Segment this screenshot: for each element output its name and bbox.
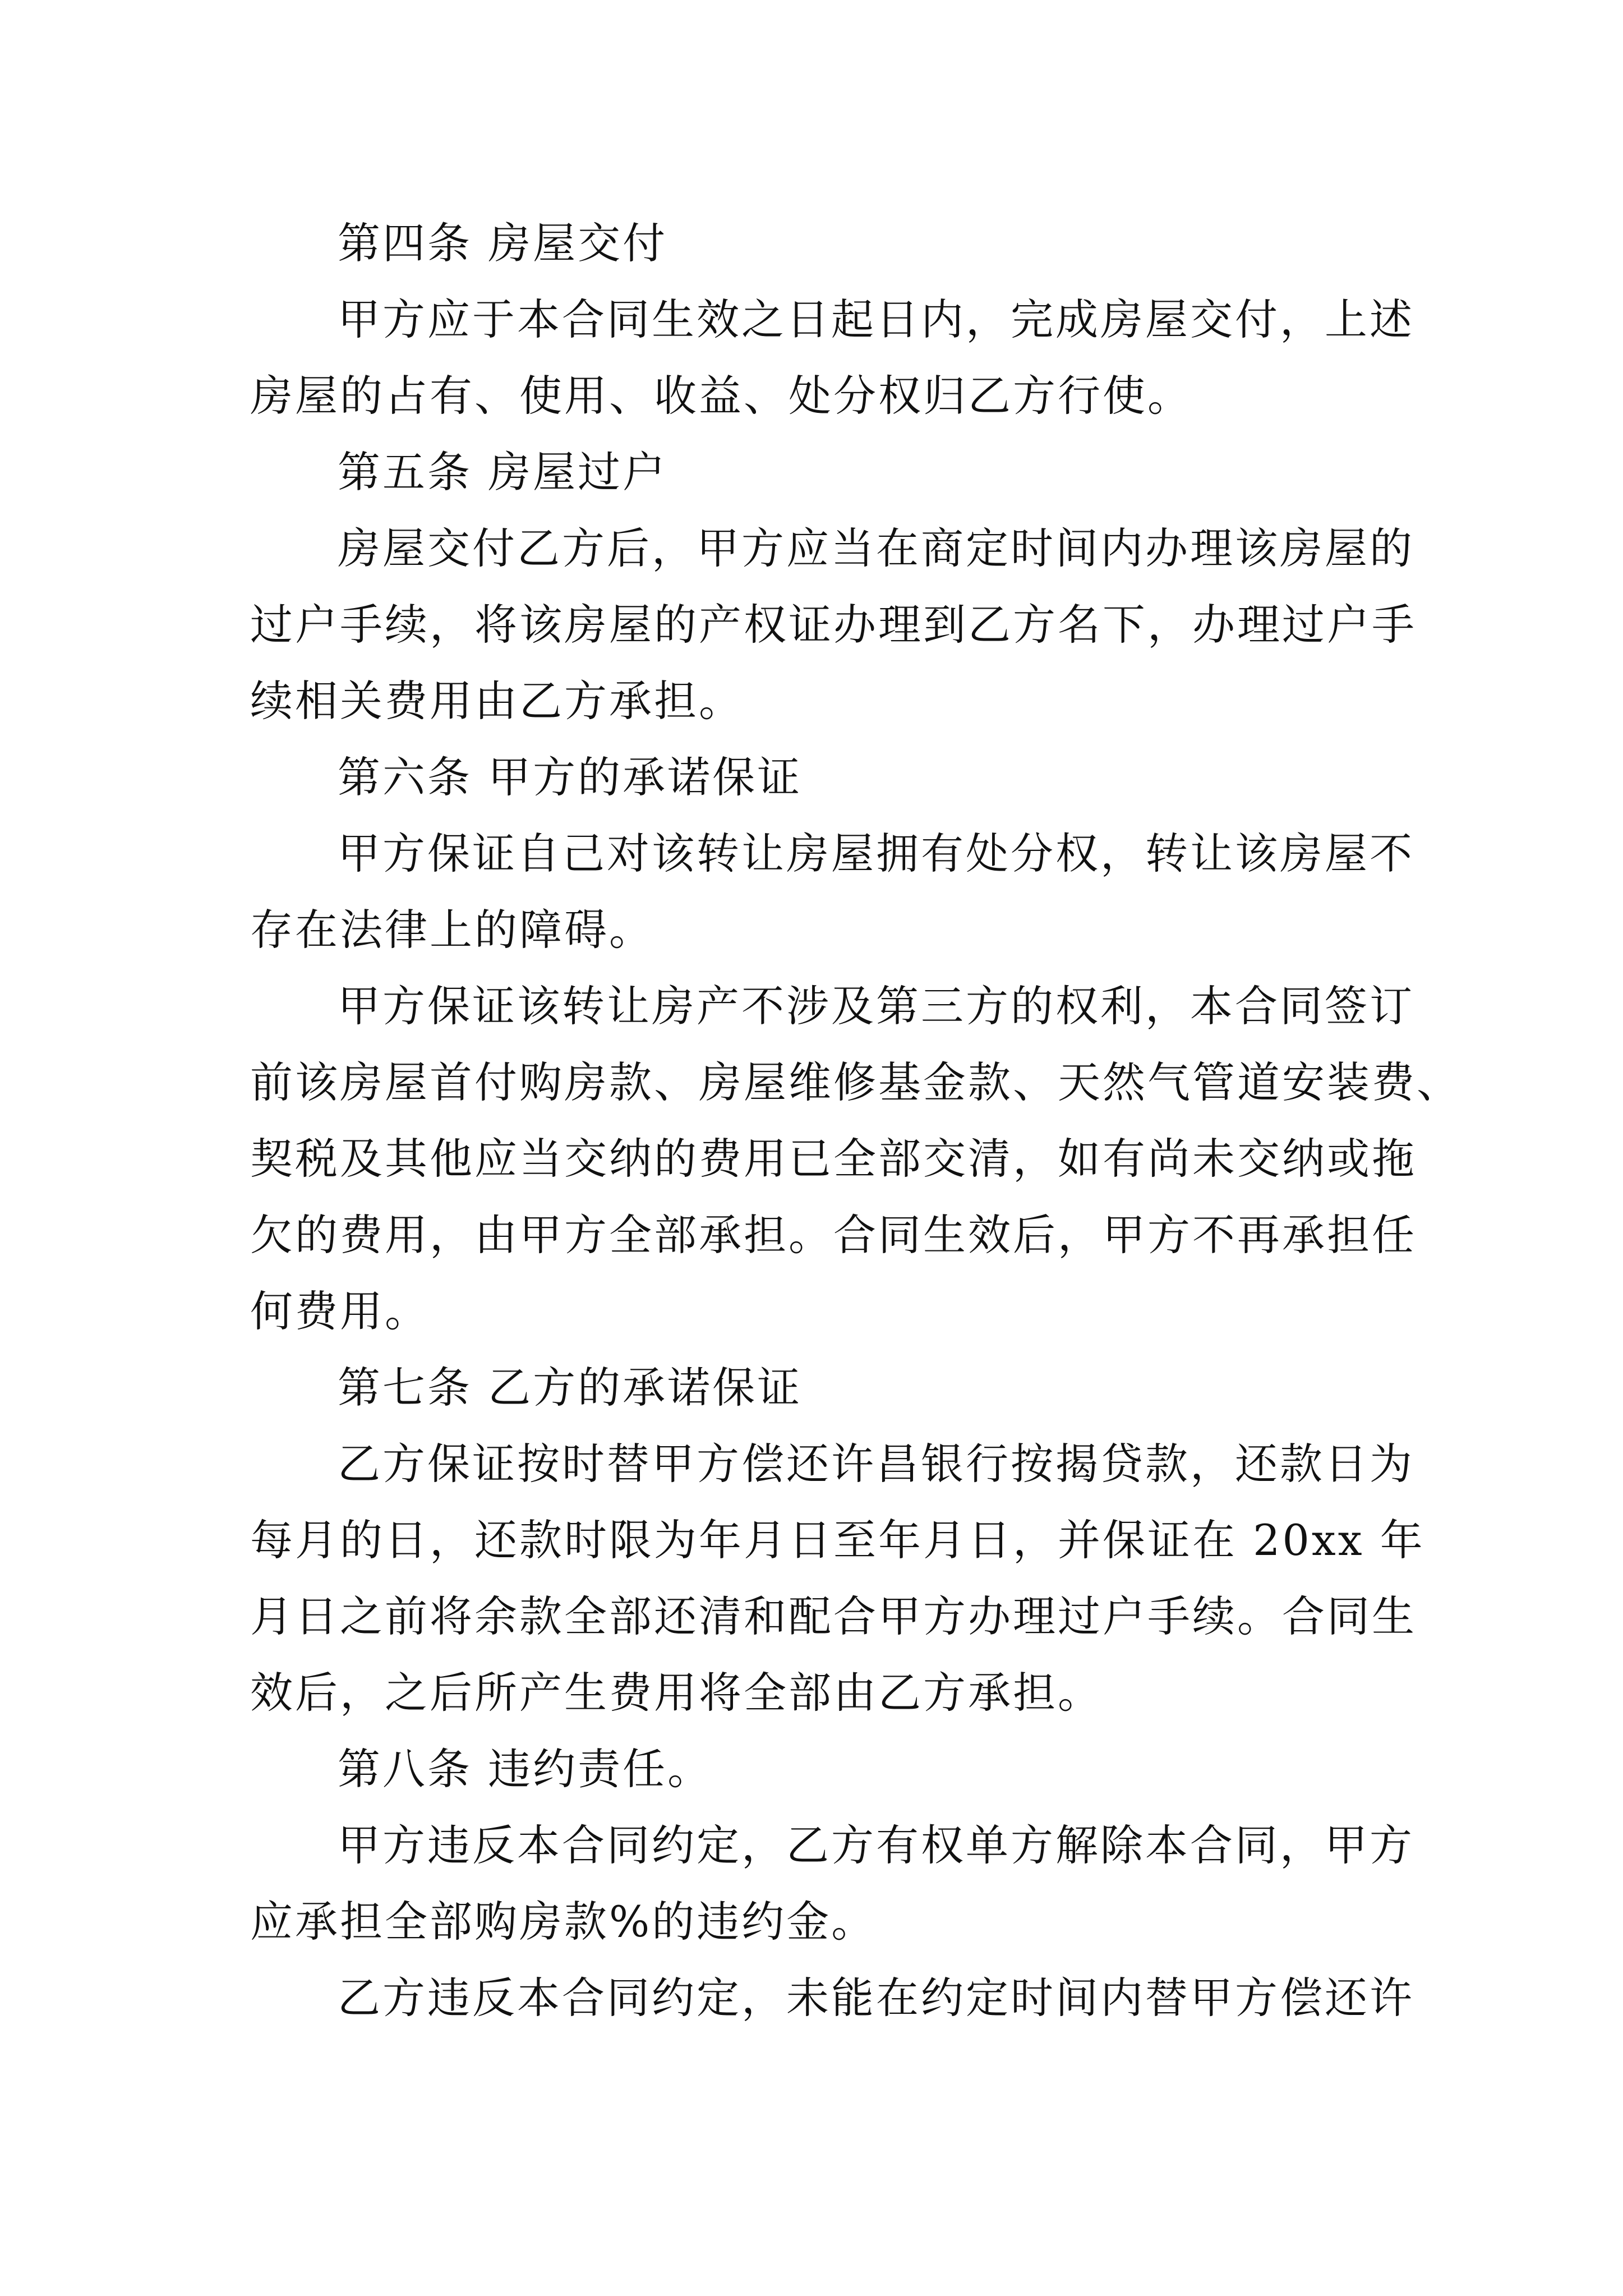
article-8-heading: 第八条 违约责任。 [338, 1744, 713, 1794]
document-body [250, 205, 1461, 2036]
paragraph-line: 应承担全部购房款%的违约金。 [250, 1897, 877, 1947]
paragraph-line: 月日之前将余款全部还清和配合甲方办理过户手续。合同生 [250, 1591, 1417, 1641]
article-5-heading: 第五条 房屋过户 [338, 447, 668, 497]
paragraph-line: 效后，之后所产生费用将全部由乙方承担。 [250, 1668, 1103, 1718]
paragraph-line: 存在法律上的障碍。 [250, 905, 654, 955]
paragraph-line: 欠的费用，由甲方全部承担。合同生效后，甲方不再承担任 [250, 1210, 1417, 1260]
paragraph-line: 甲方保证自己对该转让房屋拥有处分权，转让该房屋不 [338, 829, 1414, 878]
paragraph-line: 甲方应于本合同生效之日起日内，完成房屋交付，上述 [338, 295, 1414, 344]
paragraph-line: 续相关费用由乙方承担。 [250, 676, 744, 726]
paragraph-line: 每月的日，还款时限为年月日至年月日，并保证在 20xx 年 [250, 1515, 1425, 1565]
paragraph-line: 房屋交付乙方后，甲方应当在商定时间内办理该房屋的 [338, 523, 1414, 573]
paragraph-line: 乙方保证按时替甲方偿还许昌银行按揭贷款，还款日为 [338, 1439, 1414, 1489]
article-7-heading: 第七条 乙方的承诺保证 [338, 1363, 803, 1412]
paragraph-line: 甲方违反本合同约定，乙方有权单方解除本合同，甲方 [338, 1820, 1414, 1870]
paragraph-line: 契税及其他应当交纳的费用已全部交清，如有尚未交纳或拖 [250, 1134, 1417, 1184]
paragraph-line: 过户手续，将该房屋的产权证办理到乙方名下，办理过户手 [250, 600, 1417, 650]
paragraph-line: 乙方违反本合同约定，未能在约定时间内替甲方偿还许 [338, 1973, 1414, 2023]
paragraph-line: 房屋的占有、使用、收益、处分权归乙方行使。 [250, 371, 1192, 421]
article-4-heading: 第四条 房屋交付 [338, 218, 668, 268]
paragraph-line: 甲方保证该转让房产不涉及第三方的权利，本合同签订 [338, 981, 1414, 1031]
article-6-heading: 第六条 甲方的承诺保证 [338, 752, 803, 802]
paragraph-line: 前该房屋首付购房款、房屋维修基金款、天然气管道安装费、 [250, 1057, 1461, 1107]
paragraph-line: 何费用。 [250, 1286, 430, 1336]
